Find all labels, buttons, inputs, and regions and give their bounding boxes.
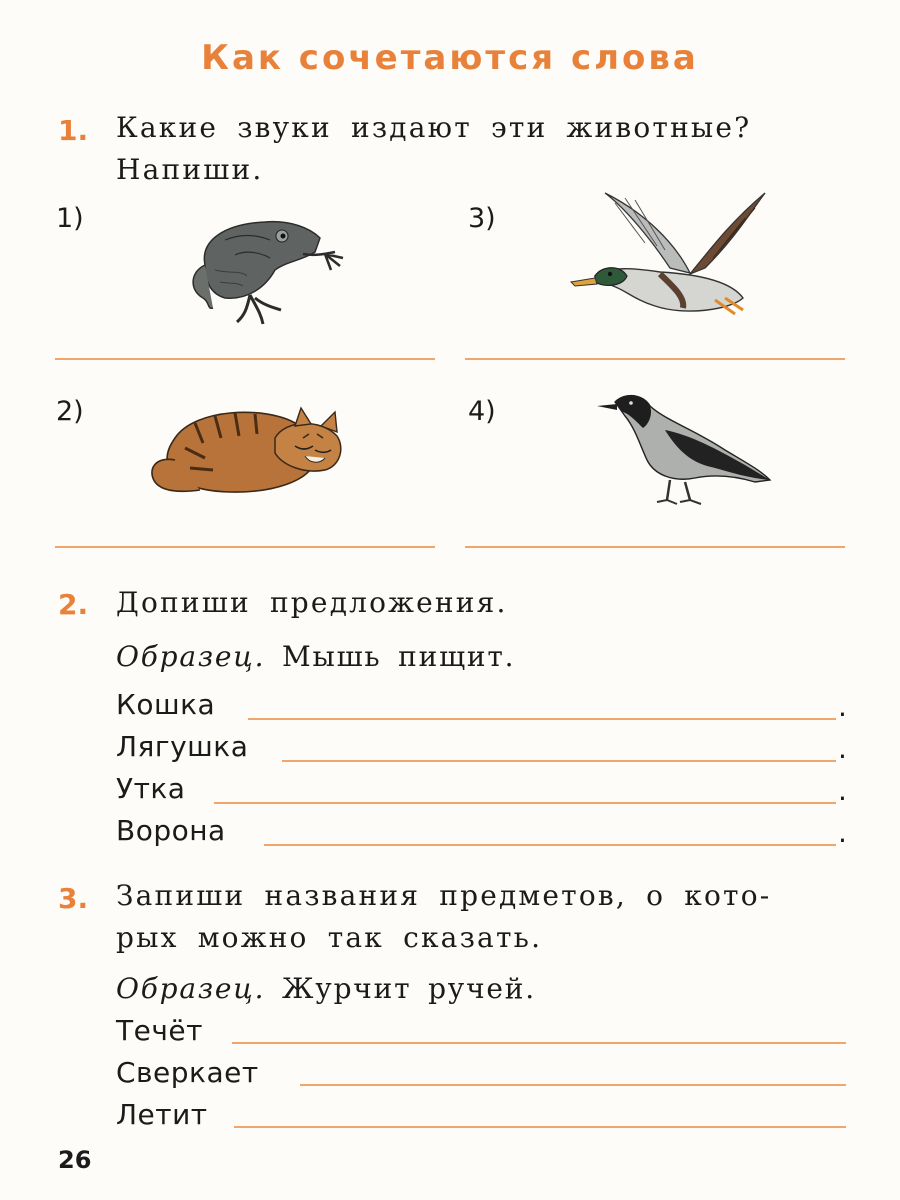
answer-line-1[interactable] xyxy=(55,358,435,360)
row-label-utka: Утка xyxy=(116,772,186,805)
fill-line-koshka[interactable] xyxy=(248,718,836,720)
task-1-text-line-1: Какие звуки издают эти животные? xyxy=(116,111,752,144)
item-3-number: 3) xyxy=(468,203,496,234)
task-3-text-line-2: рых можно так сказать. xyxy=(116,921,543,954)
task-1-number: 1. xyxy=(58,114,89,147)
period-mark: . xyxy=(838,732,847,765)
task-2-number: 2. xyxy=(58,588,89,621)
cat-icon xyxy=(145,398,350,498)
page-number: 26 xyxy=(58,1146,92,1174)
row-label-lyagushka: Лягушка xyxy=(116,730,249,763)
fill-line-lyagushka[interactable] xyxy=(282,760,836,762)
sample-text: Мышь пищит. xyxy=(282,640,516,673)
frog-icon xyxy=(185,210,355,330)
fill-line-techet[interactable] xyxy=(232,1042,846,1044)
row-label-vorona: Ворона xyxy=(116,814,226,847)
fill-line-utka[interactable] xyxy=(214,802,836,804)
fill-line-letit[interactable] xyxy=(234,1126,846,1128)
row-label-sverkaet: Сверкает xyxy=(116,1056,259,1089)
task-3-number: 3. xyxy=(58,882,89,915)
fill-line-sverkaet[interactable] xyxy=(300,1084,846,1086)
sample-label: Образец. xyxy=(116,972,266,1005)
answer-line-3[interactable] xyxy=(465,358,845,360)
period-mark: . xyxy=(838,816,847,849)
task-1-text-line-2: Напиши. xyxy=(116,153,264,186)
row-label-techet: Течёт xyxy=(116,1014,203,1047)
row-label-koshka: Кошка xyxy=(116,688,216,721)
answer-line-4[interactable] xyxy=(465,546,845,548)
fill-line-vorona[interactable] xyxy=(264,844,836,846)
sample-label: Образец. xyxy=(116,640,266,673)
item-1-number: 1) xyxy=(56,203,84,234)
sample-text: Журчит ручей. xyxy=(282,972,536,1005)
period-mark: . xyxy=(838,774,847,807)
duck-icon xyxy=(565,188,780,328)
item-4-number: 4) xyxy=(468,396,496,427)
answer-line-2[interactable] xyxy=(55,546,435,548)
row-label-letit: Летит xyxy=(116,1098,208,1131)
task-2-text: Допиши предложения. xyxy=(116,586,508,619)
task-2-sample xyxy=(116,640,515,673)
task-3-sample xyxy=(116,972,536,1005)
task-3-text-line-1: Запиши названия предметов, о кото- xyxy=(116,879,772,912)
period-mark: . xyxy=(838,690,847,723)
page-title: Как сочетаются слова xyxy=(201,38,699,78)
item-2-number: 2) xyxy=(56,396,84,427)
crow-icon xyxy=(595,390,775,515)
